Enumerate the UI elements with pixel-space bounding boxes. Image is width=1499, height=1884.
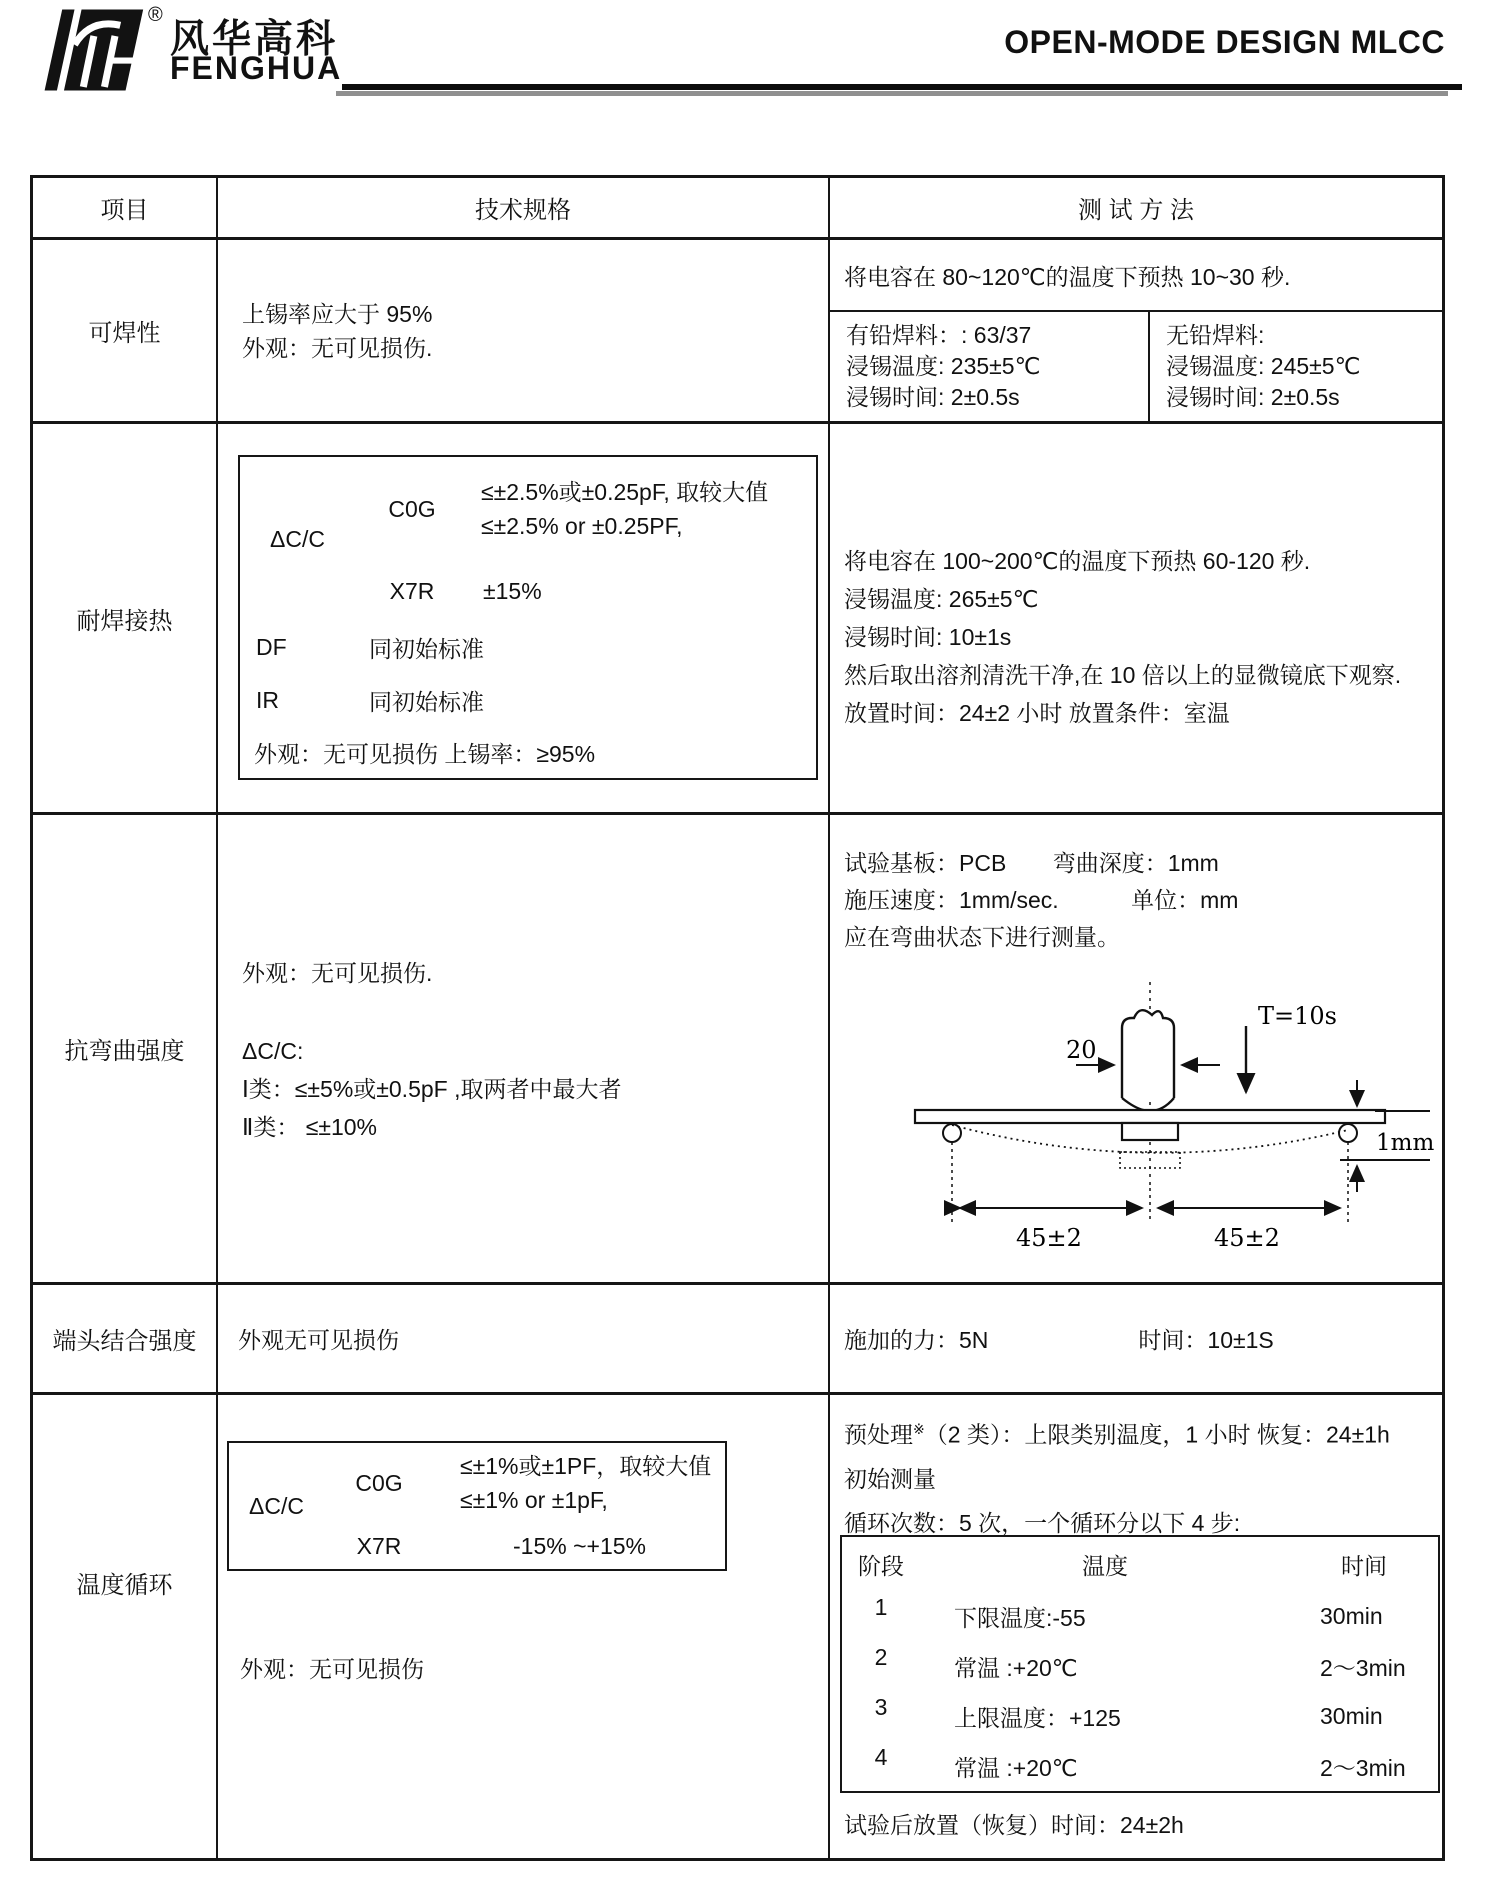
- c0g-label: C0G: [388, 495, 436, 522]
- row-solderability-method-intro: 将电容在 80~120℃的温度下预热 10~30 秒.: [830, 240, 1442, 312]
- cycle-header-stage: 阶段: [858, 1552, 904, 1579]
- row-bending-method: [830, 815, 1442, 1285]
- row-bending-item: 抗弯曲强度: [33, 815, 218, 1285]
- cycle-temperature: 常温 :+20℃: [954, 1754, 1078, 1781]
- row-temp-cycle-method: [830, 1395, 1442, 1858]
- df-label: DF: [256, 634, 287, 660]
- row-temp-cycle-item: 温度循环: [33, 1395, 218, 1858]
- cycle-header-time: 时间: [1341, 1552, 1387, 1579]
- registered-mark: ®: [148, 4, 163, 26]
- spec-table: [30, 175, 1445, 1861]
- cycle-stage: 3: [874, 1694, 888, 1720]
- diagram-time-label: T=10s: [1258, 1002, 1337, 1030]
- method-time: 时间：10±1S: [1138, 1327, 1274, 1353]
- method-line: 无铅焊料:: [1166, 322, 1265, 348]
- diagram-span-right-label: 45±2: [1214, 1224, 1280, 1252]
- method-line: 浸锡温度: 235±5℃: [846, 353, 1041, 379]
- row-bending-spec: [218, 815, 830, 1285]
- cycle-time: 2～3min: [1320, 1754, 1406, 1781]
- column-header-spec: 技术规格: [218, 178, 830, 240]
- reference-mark: ※: [913, 1421, 925, 1437]
- method-line: 施压速度：1mm/sec.: [844, 887, 1059, 913]
- row-solderability-item: 可焊性: [33, 240, 218, 424]
- c0g-value-line: ≤±1%或±1PF，取较大值: [460, 1453, 712, 1479]
- method-line: 浸锡时间: 2±0.5s: [1166, 384, 1340, 410]
- method-line: 弯曲深度：1mm: [1052, 850, 1219, 876]
- method-line: 应在弯曲状态下进行测量。: [844, 924, 1120, 950]
- leaded-solder-cell: [830, 312, 1150, 424]
- method-line: 将电容在 100~200℃的温度下预热 60-120 秒.: [844, 548, 1311, 574]
- cycle-temperature: 上限温度：+125: [954, 1704, 1121, 1731]
- bending-test-diagram: [870, 970, 1440, 1270]
- c0g-value: [434, 1443, 725, 1523]
- method-line: 初始测量: [844, 1465, 936, 1492]
- x7r-label: X7R: [389, 577, 435, 604]
- method-line: 单位：mm: [1131, 887, 1239, 913]
- ir-label: IR: [256, 687, 279, 713]
- diagram-deflection-label: 1mm: [1376, 1130, 1435, 1156]
- diagram-span-left-label: 45±2: [1016, 1224, 1082, 1252]
- method-line: 浸锡时间: 10±1s: [844, 624, 1012, 650]
- row-solderability-spec: [218, 240, 830, 424]
- spec-line: Ⅰ类：≤±5%或±0.5pF ,取两者中最大者: [242, 1076, 622, 1102]
- x7r-value: ±15%: [483, 577, 542, 604]
- cycle-time: 30min: [1320, 1602, 1383, 1629]
- method-line: 浸锡温度: 265±5℃: [844, 586, 1039, 612]
- page-title: OPEN-MODE DESIGN MLCC: [1004, 24, 1445, 60]
- method-footer: 试验后放置（恢复）时间：24±2h: [844, 1812, 1184, 1838]
- column-header-item: 项目: [33, 178, 218, 240]
- x7r-value: -15% ~+15%: [513, 1532, 646, 1559]
- header-rule-shadow: [336, 91, 1448, 96]
- cycle-stage: 4: [874, 1744, 888, 1770]
- method-force: 施加的力：5N: [844, 1327, 989, 1353]
- dcc-label: ΔC/C: [249, 1492, 304, 1519]
- row-soldering-heat-method: [830, 424, 1442, 815]
- spec-line: 外观：无可见损伤.: [242, 960, 433, 986]
- method-line: 然后取出溶剂清洗干净,在 10 倍以上的显微镜底下观察.: [844, 662, 1402, 688]
- method-line: 浸锡时间: 2±0.5s: [846, 384, 1020, 410]
- cycle-steps-table: [840, 1535, 1440, 1793]
- spec-line: 外观：无可见损伤.: [242, 334, 433, 361]
- method-line: 试验基板：PCB: [844, 850, 1007, 876]
- spec-line: 上锡率应大于 95%: [242, 300, 433, 327]
- method-line: 循环次数：5 次，一个循环分以下 4 步:: [844, 1509, 1241, 1536]
- lead-free-solder-cell: [1150, 312, 1442, 424]
- method-line: 浸锡温度: 245±5℃: [1166, 353, 1361, 379]
- cycle-stage: 1: [874, 1594, 888, 1620]
- row-temp-cycle-spec: [218, 1395, 830, 1858]
- row-termination-item: 端头结合强度: [33, 1285, 218, 1395]
- c0g-value-line: ≤±1% or ±1pF,: [460, 1487, 608, 1513]
- c0g-value-line: ≤±2.5% or ±0.25PF,: [481, 513, 683, 539]
- column-header-method: 测 试 方 法: [830, 178, 1442, 240]
- cycle-header-temperature: 温度: [1082, 1552, 1128, 1579]
- row-soldering-heat-item: 耐焊接热: [33, 424, 218, 815]
- row-termination-method: [830, 1285, 1442, 1395]
- row-soldering-heat-spec: [218, 424, 830, 815]
- dcc-label: ΔC/C: [270, 525, 325, 552]
- fenghua-logo-icon: [34, 6, 152, 94]
- df-value: 同初始标准: [369, 636, 484, 662]
- appearance-note: 外观：无可见损伤 上锡率：≥95%: [254, 741, 596, 767]
- header-rule: [342, 84, 1462, 90]
- cycle-temperature: 常温 :+20℃: [954, 1654, 1078, 1681]
- c0g-label: C0G: [355, 1469, 403, 1496]
- brand-name-chinese: 风华高科: [170, 18, 339, 61]
- cycle-stage: 2: [874, 1644, 888, 1670]
- appearance-note: 外观：无可见损伤: [240, 1656, 424, 1682]
- diagram-width-label: 20: [1066, 1036, 1097, 1064]
- brand-name-english: FENGHUA: [170, 50, 343, 86]
- temp-cycle-spec-table: [227, 1441, 727, 1571]
- method-line: 预处理※（2 类）：上限类别温度，1 小时 恢复：24±1h: [844, 1421, 1390, 1448]
- cycle-time: 30min: [1320, 1702, 1383, 1729]
- spec-line: ΔC/C:: [242, 1038, 304, 1064]
- method-line: 有铅焊料：: 63/37: [846, 322, 1032, 348]
- x7r-label: X7R: [356, 1532, 402, 1559]
- ir-value: 同初始标准: [369, 689, 484, 715]
- c0g-value-line: ≤±2.5%或±0.25pF, 取较大值: [481, 479, 769, 505]
- method-line: 放置时间：24±2 小时 放置条件：室温: [844, 700, 1230, 726]
- spec-line: Ⅱ类： ≤±10%: [242, 1114, 377, 1140]
- soldering-heat-spec-table: [238, 455, 818, 780]
- c0g-value: [469, 457, 816, 561]
- row-termination-spec: 外观无可见损伤: [218, 1285, 830, 1395]
- cycle-temperature: 下限温度:-55: [954, 1604, 1086, 1631]
- cycle-time: 2～3min: [1320, 1654, 1406, 1681]
